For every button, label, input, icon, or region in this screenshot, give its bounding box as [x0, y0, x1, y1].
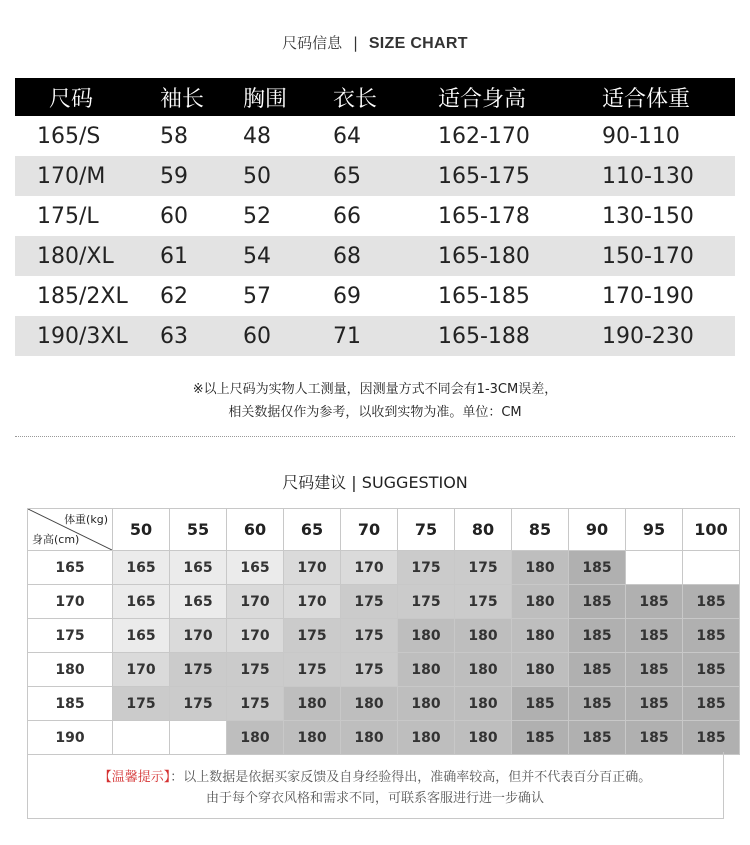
corner-cell: [28, 509, 113, 551]
size-chart-cell: 170-190: [602, 283, 694, 309]
suggested-size-cell: 180: [512, 551, 569, 585]
corner-height-label: 身高(cm): [32, 533, 80, 546]
size-chart-row: [15, 156, 735, 196]
suggested-size-cell: 180: [341, 721, 398, 755]
size-chart-header-cell: 尺码: [49, 86, 94, 112]
size-chart-cell: 59: [160, 163, 188, 189]
size-chart-cell: 48: [243, 123, 271, 149]
suggested-size-cell: 170: [227, 585, 284, 619]
suggested-size-cell: 180: [284, 721, 341, 755]
suggested-size-cell: 185: [512, 721, 569, 755]
size-chart-cell: 165/S: [37, 123, 101, 149]
size-chart-cell: 162-170: [438, 123, 530, 149]
suggested-size-cell: 185: [569, 721, 626, 755]
size-chart-cell: 54: [243, 243, 271, 269]
size-chart-header-cell: 适合身高: [438, 86, 527, 112]
suggested-size-cell: 175: [341, 653, 398, 687]
size-chart-cell: 69: [333, 283, 361, 309]
suggested-size-cell: 185: [569, 619, 626, 653]
suggested-size-cell: 165: [113, 619, 170, 653]
tip-line1: [30, 766, 720, 785]
suggested-size-cell: 175: [455, 585, 512, 619]
height-header-cell: 165: [28, 551, 113, 585]
suggested-size-cell: 180: [455, 653, 512, 687]
suggested-size-cell: 185: [683, 687, 740, 721]
size-chart-table: [15, 78, 735, 356]
size-chart-cell: 71: [333, 323, 361, 349]
suggested-size-cell: [683, 551, 740, 585]
size-chart-cell: 57: [243, 283, 271, 309]
size-chart-cell: 62: [160, 283, 188, 309]
suggested-size-cell: 175: [398, 585, 455, 619]
size-chart-cell: 90-110: [602, 123, 680, 149]
size-chart-row: [15, 116, 735, 156]
suggested-size-cell: 175: [455, 551, 512, 585]
size-chart-cell: 65: [333, 163, 361, 189]
suggestion-row: [28, 687, 740, 721]
measurement-note-line1: ※以上尺码为实物人工测量，因测量方式不同会有1-3CM误差，: [192, 382, 558, 397]
size-chart-header-cell: 胸围: [243, 86, 288, 112]
suggested-size-cell: 175: [170, 687, 227, 721]
suggested-size-cell: 180: [341, 687, 398, 721]
suggested-size-cell: 170: [284, 585, 341, 619]
size-chart-cell: 63: [160, 323, 188, 349]
suggested-size-cell: 180: [398, 721, 455, 755]
suggestion-header-row: [28, 509, 740, 551]
size-chart-row: [15, 316, 735, 356]
height-header-cell: 175: [28, 619, 113, 653]
suggested-size-cell: 175: [227, 653, 284, 687]
suggestion-title: 尺码建议 | SUGGESTION: [282, 473, 468, 492]
weight-header-cell: 70: [341, 509, 398, 551]
suggested-size-cell: 185: [626, 687, 683, 721]
suggested-size-cell: 170: [284, 551, 341, 585]
weight-header-cell: 90: [569, 509, 626, 551]
size-chart-header-cell: 袖长: [160, 86, 205, 112]
size-chart-cell: 58: [160, 123, 188, 149]
suggested-size-cell: 175: [284, 619, 341, 653]
suggested-size-cell: 165: [227, 551, 284, 585]
suggested-size-cell: 185: [569, 687, 626, 721]
size-chart-cell: 60: [243, 323, 271, 349]
weight-header-cell: 55: [170, 509, 227, 551]
suggested-size-cell: 180: [398, 653, 455, 687]
size-chart-cell: 52: [243, 203, 271, 229]
suggested-size-cell: 170: [170, 619, 227, 653]
suggested-size-cell: 180: [398, 619, 455, 653]
size-chart-cell: 68: [333, 243, 361, 269]
suggested-size-cell: 180: [512, 585, 569, 619]
suggestion-row: [28, 653, 740, 687]
measurement-note-line2: 相关数据仅作为参考，以收到实物为准。单位：CM: [228, 405, 522, 420]
height-header-cell: 170: [28, 585, 113, 619]
suggested-size-cell: 185: [569, 551, 626, 585]
height-header-cell: 185: [28, 687, 113, 721]
height-header-cell: 180: [28, 653, 113, 687]
size-chart-header-row: [15, 78, 735, 116]
suggested-size-cell: 175: [341, 619, 398, 653]
suggested-size-cell: 175: [341, 585, 398, 619]
size-chart-header-cell: 衣长: [333, 86, 378, 112]
corner-weight-label: 体重(kg): [64, 513, 108, 526]
size-chart-cell: 180/XL: [37, 243, 114, 269]
size-chart-title: [0, 32, 750, 53]
suggested-size-cell: 165: [113, 585, 170, 619]
suggested-size-cell: 180: [227, 721, 284, 755]
size-chart-row: [15, 276, 735, 316]
suggested-size-cell: 185: [683, 721, 740, 755]
size-chart-cell: 150-170: [602, 243, 694, 269]
suggestion-row: [28, 551, 740, 585]
tip-box: [27, 752, 724, 819]
size-suggestion-table: [27, 508, 740, 755]
suggested-size-cell: 185: [626, 653, 683, 687]
suggested-size-cell: 185: [626, 619, 683, 653]
suggested-size-cell: 170: [227, 619, 284, 653]
size-chart-cell: 61: [160, 243, 188, 269]
size-chart-cell: 190-230: [602, 323, 694, 349]
suggestion-row: [28, 721, 740, 755]
suggested-size-cell: 175: [113, 687, 170, 721]
suggested-size-cell: [626, 551, 683, 585]
weight-header-cell: 85: [512, 509, 569, 551]
weight-header-cell: 95: [626, 509, 683, 551]
size-chart-cell: 60: [160, 203, 188, 229]
suggested-size-cell: 185: [683, 653, 740, 687]
size-chart-cell: 165-178: [438, 203, 530, 229]
suggested-size-cell: 180: [284, 687, 341, 721]
suggested-size-cell: 180: [512, 653, 569, 687]
suggested-size-cell: 180: [455, 721, 512, 755]
suggestion-row: [28, 619, 740, 653]
suggested-size-cell: [113, 721, 170, 755]
suggested-size-cell: 185: [569, 653, 626, 687]
suggested-size-cell: 180: [455, 619, 512, 653]
suggested-size-cell: 170: [113, 653, 170, 687]
size-chart-title-en: SIZE CHART: [368, 35, 468, 52]
size-chart-row: [15, 196, 735, 236]
suggested-size-cell: 175: [227, 687, 284, 721]
size-chart-cell: 110-130: [602, 163, 694, 189]
dotted-divider: [15, 436, 735, 437]
suggested-size-cell: 180: [512, 619, 569, 653]
suggested-size-cell: 165: [170, 551, 227, 585]
suggested-size-cell: 185: [512, 687, 569, 721]
size-chart-cell: 64: [333, 123, 361, 149]
suggested-size-cell: 175: [284, 653, 341, 687]
weight-header-cell: 75: [398, 509, 455, 551]
suggested-size-cell: 170: [341, 551, 398, 585]
suggestion-row: [28, 585, 740, 619]
suggested-size-cell: 175: [170, 653, 227, 687]
size-chart-cell: 130-150: [602, 203, 694, 229]
size-chart-cell: 175/L: [37, 203, 99, 229]
suggested-size-cell: 165: [170, 585, 227, 619]
weight-header-cell: 60: [227, 509, 284, 551]
size-chart-cell: 165-180: [438, 243, 530, 269]
size-chart-cell: 165-175: [438, 163, 530, 189]
suggested-size-cell: 165: [113, 551, 170, 585]
weight-header-cell: 65: [284, 509, 341, 551]
size-chart-cell: 185/2XL: [37, 283, 128, 309]
size-chart-cell: 190/3XL: [37, 323, 128, 349]
suggested-size-cell: 175: [398, 551, 455, 585]
size-chart-row: [15, 236, 735, 276]
suggested-size-cell: 185: [683, 619, 740, 653]
size-chart-cell: 165-188: [438, 323, 530, 349]
weight-header-cell: 50: [113, 509, 170, 551]
suggested-size-cell: 180: [398, 687, 455, 721]
suggested-size-cell: 185: [683, 585, 740, 619]
size-chart-cell: 50: [243, 163, 271, 189]
height-header-cell: 190: [28, 721, 113, 755]
size-chart-title-cn: 尺码信息: [282, 34, 343, 52]
tip-text1: ：以上数据是依据买家反馈及自身经验得出，准确率较高，但并不代表百分百正确。: [170, 770, 652, 785]
weight-header-cell: 100: [683, 509, 740, 551]
suggested-size-cell: 185: [569, 585, 626, 619]
suggested-size-cell: 180: [455, 687, 512, 721]
suggested-size-cell: 185: [626, 721, 683, 755]
size-chart-cell: 170/M: [37, 163, 106, 189]
size-chart-cell: 165-185: [438, 283, 530, 309]
weight-header-cell: 80: [455, 509, 512, 551]
size-chart-header-cell: 适合体重: [602, 86, 691, 112]
suggested-size-cell: [170, 721, 227, 755]
tip-label: 【温馨提示】: [98, 770, 171, 785]
size-chart-cell: 66: [333, 203, 361, 229]
title-separator: |: [352, 34, 359, 52]
tip-line2: 由于每个穿衣风格和需求不同，可联系客服进行进一步确认: [205, 791, 544, 806]
suggested-size-cell: 185: [626, 585, 683, 619]
